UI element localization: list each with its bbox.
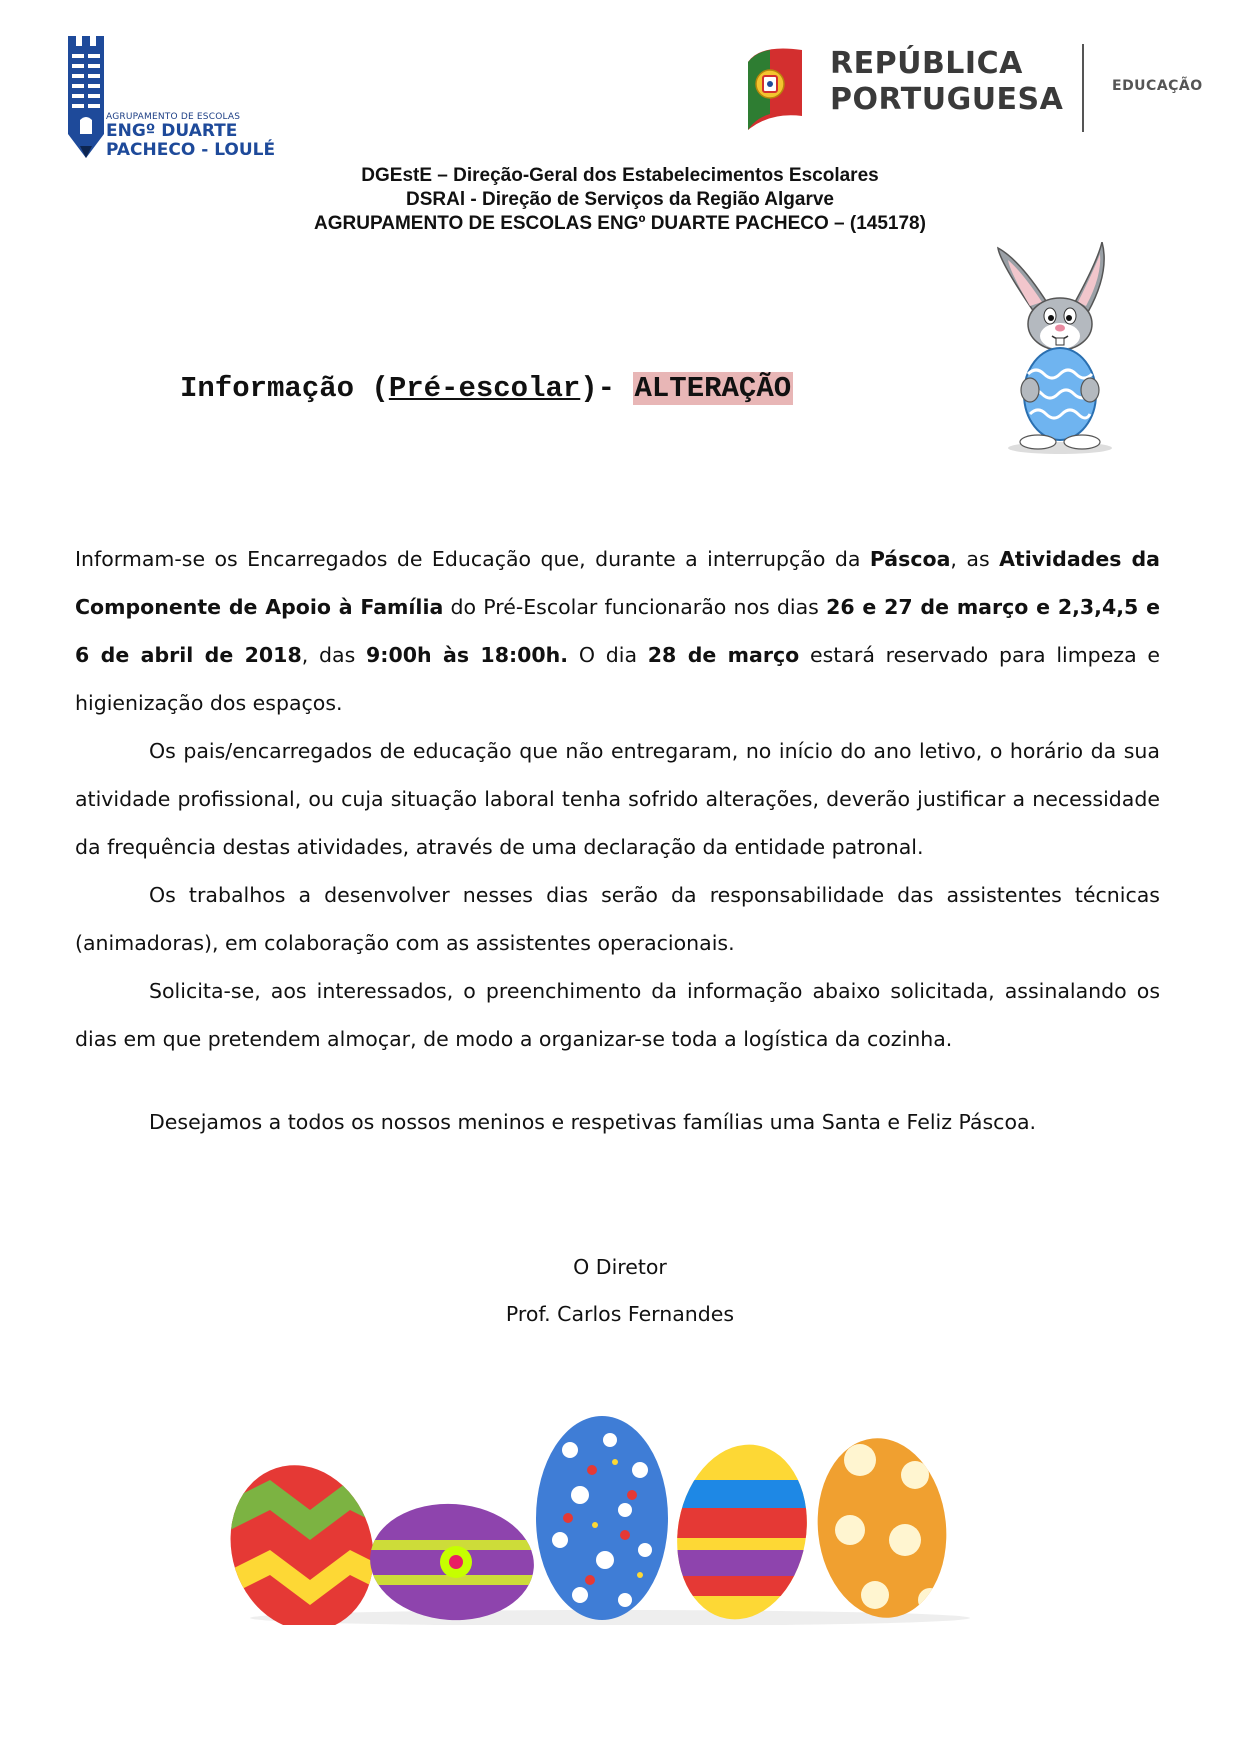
- bunny-icon: [990, 242, 1130, 457]
- p1-text-5: O dia: [568, 643, 648, 667]
- p1-bold-4: 9:00h às 18:00h.: [366, 643, 569, 667]
- p1-text-1: Informam-se os Encarregados de Educação que, durante a interrupção da: [75, 547, 870, 571]
- p1-text-2: , as: [950, 547, 1000, 571]
- title-prefix: Informação (: [180, 372, 389, 405]
- paragraph-3: Os trabalhos a desenvolver nesses dias serão da responsabilidade das assistentes técnicas (animadoras), em colaboração com as assistentes operacionais.: [75, 883, 1160, 955]
- signature-role: O Diretor: [573, 1255, 667, 1279]
- p1-text-3: do Pré-Escolar funcionarão nos dias: [443, 595, 827, 619]
- school-logo-line2: ENGº DUARTE: [106, 121, 238, 141]
- header-line-1: DGEstE – Direção-Geral dos Estabelecimentos Escolares: [361, 165, 879, 186]
- easter-eggs-image: [230, 1400, 1010, 1625]
- p1-bold-5: 28 de março: [647, 643, 800, 667]
- p1-text-4: , das: [301, 643, 367, 667]
- document-title: [180, 372, 793, 405]
- title-underlined: Pré-escolar: [388, 372, 581, 405]
- republic-logo: [740, 42, 1220, 142]
- p1-bold-1: Páscoa: [869, 547, 951, 571]
- ministry-label: EDUCAÇÃO: [1112, 78, 1203, 94]
- paragraph-1: [75, 535, 1160, 727]
- pencil-tower-icon: [66, 30, 106, 160]
- republic-name-line2: PORTUGUESA: [830, 82, 1064, 117]
- body-text: [75, 535, 1160, 1063]
- portuguese-flag-icon: [740, 42, 810, 134]
- school-logo: [66, 30, 286, 170]
- republic-name-line1: REPÚBLICA: [830, 46, 1023, 81]
- easter-bunny-image: [990, 242, 1130, 457]
- title-middle: )-: [580, 372, 633, 405]
- header-line-3: AGRUPAMENTO DE ESCOLAS ENGº DUARTE PACHECO – (145178): [314, 213, 926, 234]
- title-highlight: ALTERAÇÃO: [634, 372, 792, 405]
- logo-divider: [1082, 44, 1084, 132]
- school-logo-line1: AGRUPAMENTO DE ESCOLAS: [106, 112, 241, 122]
- header-line-2: DSRAl - Direção de Serviços da Região Algarve: [405, 189, 834, 210]
- paragraph-4: Solicita-se, aos interessados, o preenchimento da informação abaixo solicitada, assinalando os dias em que pretendem almoçar, de modo a organizar-se toda a logística da cozinha.: [75, 979, 1160, 1051]
- p1-text-6: estará reservado para limpeza e higienização dos espaços.: [75, 643, 1161, 715]
- closing-wish: Desejamos a todos os nossos meninos e respetivas famílias uma Santa e Feliz Páscoa.: [149, 1110, 1037, 1134]
- easter-eggs-icon: [230, 1400, 1010, 1625]
- p1-bold-2: Atividades da Componente de Apoio à Família: [75, 547, 1160, 619]
- p1-bold-3: 26 e 27 de março e 2,3,4,5 e 6 de abril de 2018: [75, 595, 1160, 667]
- signature-name: Prof. Carlos Fernandes: [505, 1302, 735, 1326]
- school-logo-line3: PACHECO - LOULÉ: [106, 140, 276, 160]
- paragraph-2: Os pais/encarregados de educação que não entregaram, no início do ano letivo, o horário da sua atividade profissional, ou cuja situação laboral tenha sofrido alterações, deverão justificar a necessidade da frequência destas atividades, através de uma declaração da entidade patronal.: [75, 739, 1160, 859]
